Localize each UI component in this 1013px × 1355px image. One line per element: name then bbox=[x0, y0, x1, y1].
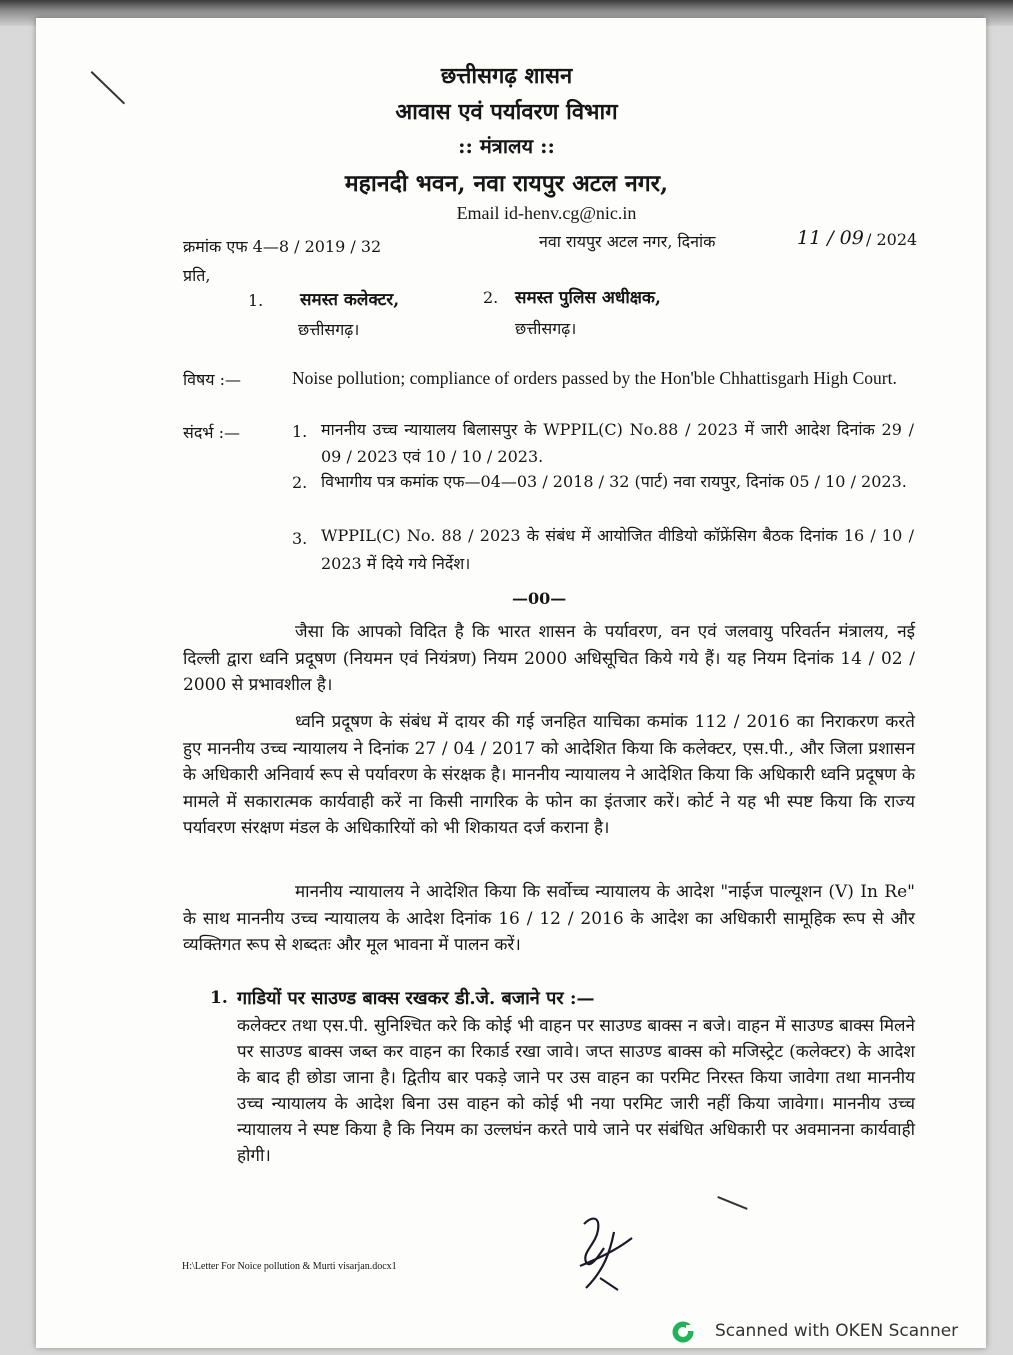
recipient-1-title: समस्त कलेक्टर, bbox=[300, 290, 400, 310]
email-line: Email id-henv.cg@nic.in bbox=[456, 203, 637, 223]
department-title: आवास एवं पर्यावरण विभाग bbox=[395, 99, 618, 125]
separator: —00— bbox=[512, 589, 567, 608]
references-label: संदर्भ :— bbox=[183, 423, 241, 442]
reference-1-text: माननीय उच्च न्यायालय बिलासपुर के WPPIL(C) No.88 / 2023 में जारी आदेश दिनांक 29 / 09 / 2023 एवं 10 / 10 / 2023. bbox=[321, 420, 914, 466]
paragraph-3: माननीय न्यायालय ने आदेशित किया कि सर्वोच्च न्यायालय के आदेश "नाईज पाल्यूशन (V) In Re" के साथ माननीय उच्च न्यायालय के आदेश दिनांक 16 / 12 / 2016 के आदेश का अधिकारी सामूहिक रूप से और व्यक्तिगत रूप से शब्दतः और मूल भावना में पालन करें। bbox=[183, 882, 915, 955]
ministry-title: :: मंत्रालय :: bbox=[458, 134, 555, 158]
recipient-2-title: समस्त पुलिस अधीक्षक, bbox=[515, 288, 661, 308]
file-path-footer: H:\Letter For Noice pollution & Murti visarjan.docx1 bbox=[182, 1261, 397, 1272]
paragraph-2: ध्वनि प्रदूषण के संबंध में दायर की गई जनहित याचिका कमांक 112 / 2016 का निराकरण करते हुए माननीय उच्च न्यायालय ने दिनांक 27 / 04 / 2017 को आदेशित किया कि कलेक्टर, एस.पी., और जिला प्रशासन के अधिकारी अनिवार्य रूप से पर्यावरण के संरक्षक है। माननीय न्यायालय ने आदेशित किया कि अधिकारी ध्वनि प्रदूषण के मामले में सकारात्मक कार्यवाही करें ना किसी नागरिक के फोन का इंतजार करें। कोर्ट ने यह भी स्पष्ट किया कि राज्य पर्यावरण संरक्षण मंडल के अधिकारियों को भी शिकायत दर्ज कराना है। bbox=[183, 712, 915, 838]
oken-scanner-logo-icon bbox=[671, 1320, 695, 1344]
reference-2-number: 2. bbox=[292, 473, 308, 492]
point-1-body: कलेक्टर तथा एस.पी. सुनिश्चित करे कि कोई भी वाहन पर साउण्ड बाक्स न बजे। वाहन में साउण्ड बाक्स मिलने पर साउण्ड बाक्स जब्त कर वाहन का रिकार्ड रखा जावे। जप्त साउण्ड बाक्स को मजिस्ट्रेट (कलेक्टर) के आदेश के बाद ही छोडा जाना है। द्वितीय बार पकड़े जाने पर उस वाहन का परमिट निरस्त किया जावेगा तथा माननीय उच्च न्यायालय के आदेश बिना उस वाहन को कोई भी नया परमिट जारी नहीं किया जावेगा। माननीय उच्च न्यायालय ने स्पष्ट किया है कि नियम का उल्लघंन करते पाये जाने पर संबंधित अधिकारी पर अवमानना कार्यवाही होगी। bbox=[237, 1016, 915, 1166]
recipient-1-number: 1. bbox=[248, 291, 264, 310]
place-date-label: नवा रायपुर अटल नगर, दिनांक bbox=[539, 232, 716, 251]
reference-3-text: WPPIL(C) No. 88 / 2023 के संबंध में आयोजित वीडियो कॉफ्रेंसिग बैठक दिनांक 16 / 10 / 2023 में दिये गये निर्देश। bbox=[321, 526, 914, 573]
address-line: महानदी भवन, नवा रायपुर अटल नगर, bbox=[344, 170, 669, 197]
point-1-heading: गाडियों पर साउण्ड बाक्स रखकर डी.जे. बजाने पर :— bbox=[237, 988, 595, 1009]
paragraph-1: जैसा कि आपको विदित है कि भारत शासन के पर्यावरण, वन एवं जलवायु परिवर्तन मंत्रालय, नई दिल्ली द्वारा ध्वनि प्रदूषण (नियमन एवं नियंत्रण) नियम 2000 अधिसूचित किये गये हैं। यह नियम दिनांक 14 / 02 / 2000 से प्रभावशील है। bbox=[183, 622, 915, 695]
subject-text: Noise pollution; compliance of orders passed by the Hon'ble Chhattisgarh High Court. bbox=[292, 368, 897, 388]
reference-1-number: 1. bbox=[292, 422, 308, 441]
scanner-watermark-text: Scanned with OKEN Scanner bbox=[715, 1321, 959, 1341]
govt-title: छत्तीसगढ़ शासन bbox=[440, 63, 573, 89]
signature-mark bbox=[570, 1208, 650, 1298]
to-label: प्रति, bbox=[183, 266, 211, 285]
letter-number: क्रमांक एफ 4—8 / 2019 / 32 bbox=[183, 237, 382, 256]
reference-2-text: विभागीय पत्र कमांक एफ—04—03 / 2018 / 32 (पार्ट) नवा रायपुर, दिनांक 05 / 10 / 2023. bbox=[321, 472, 907, 491]
recipient-2-place: छत्तीसगढ़। bbox=[515, 319, 577, 338]
point-1-number: 1. bbox=[210, 988, 228, 1008]
handwritten-date: 11 / 09 bbox=[797, 227, 864, 249]
recipient-1-place: छत्तीसगढ़। bbox=[298, 320, 360, 339]
recipient-2-number: 2. bbox=[483, 288, 499, 307]
letter-year: / 2024 bbox=[866, 230, 918, 249]
reference-3-number: 3. bbox=[292, 529, 308, 548]
subject-label: विषय :— bbox=[183, 370, 242, 389]
